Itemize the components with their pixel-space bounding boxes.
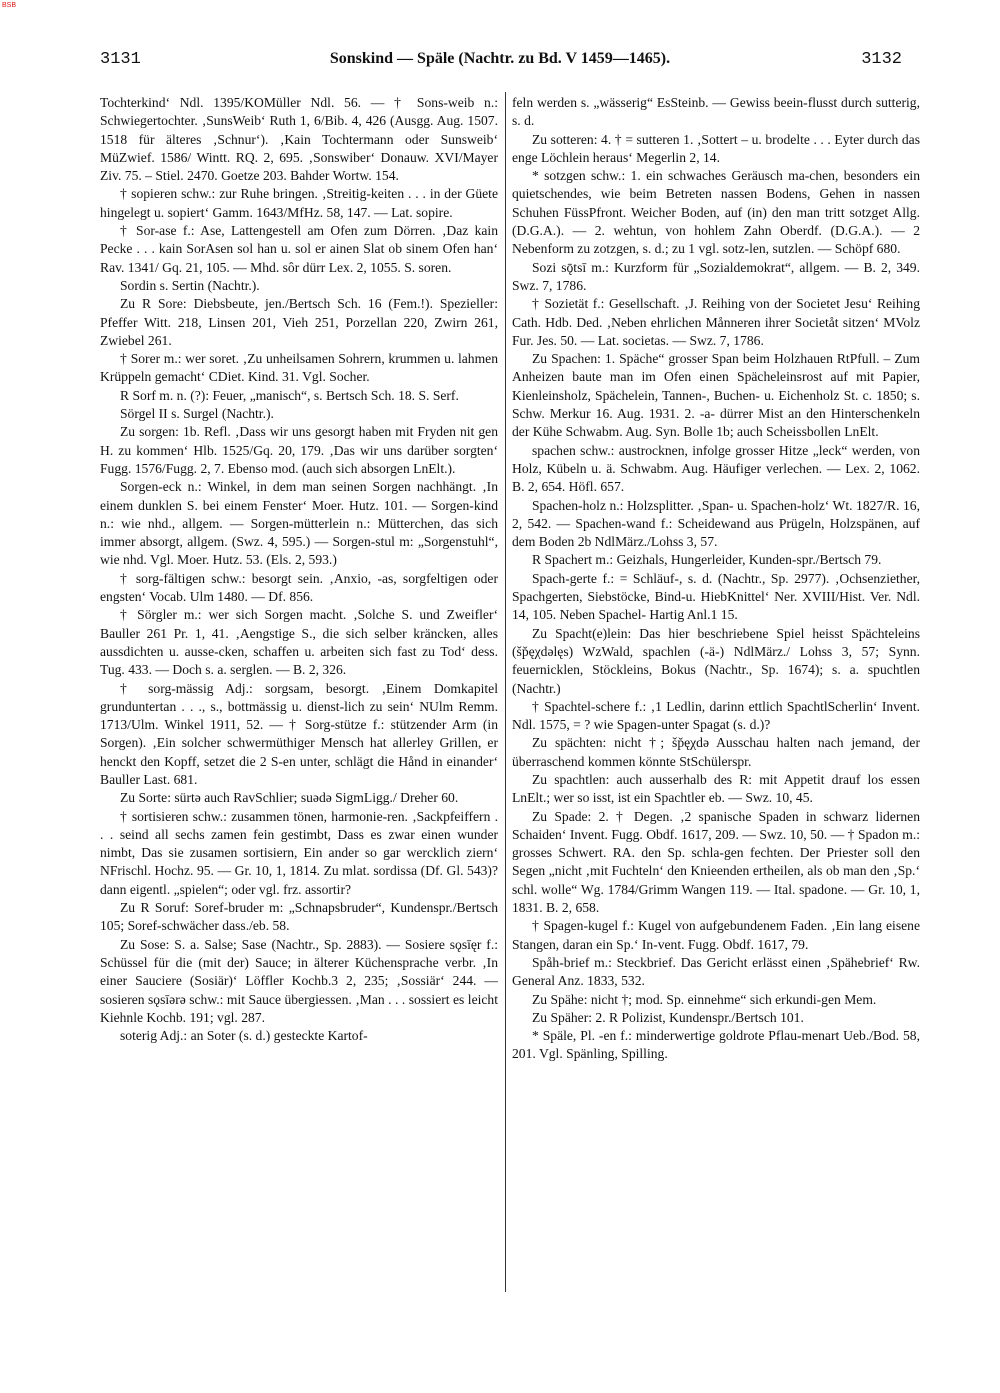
entry-paragraph: Zu R Sore: Diebsbeute, jen./Bertsch Sch. 16 (Fem.!). Spezieller: Pfeffer Witt. 218, Linsen 201, Vieh 251, Porzellan 220, Zwirn 261, Zwiebel 261. (100, 296, 498, 348)
entry-paragraph: Spachen-holz n.: Holzsplitter. ‚Span- u. Spachen-holz‘ Wt. 1827/R. 16, 2, 542. — Spachen-wand f.: Scheidewand aus Prügeln, Holzspänen, auf dem Boden 2b NdlMärz./Lohss 3, 57. (512, 497, 920, 550)
entry-paragraph: Zu Spachen: 1. Späche“ grosser Span beim Holzhauen RtPfull. – Zum Anheizen baute man im Ofen einen Spächeleinsrost auf mit Papier, Kienleinsholz, Spächelein, Tannen-, Buchen- u. Eichenholz St. c. 1850; s. Schw. Merkur 16. Aug. 1931. 2. -a- dürrer Mist an den Hinterschenkeln der Kühe Schwabm. Aug. Syn. Bolle 1b; auch Scheissbollen LnElt. (512, 351, 920, 440)
entry-paragraph: R Spachert m.: Geizhals, Hungerleider, Kunden-spr./Bertsch 79. (532, 552, 882, 568)
entry-paragraph: Zu spächten: nicht †; šp̌ęχdə Ausschau halten nach jemand, der überraschend kommen könnte StSchülerspr. (512, 735, 920, 769)
entry-paragraph: * sotzgen schw.: 1. ein schwaches Geräusch ma-chen, besonders ein quietschendes, wie beim Betreten nassen Bodens, Gehen in nassen Schuhen FüssPfront. Weicher Boden, auf (in) den man tritt sotzget Allg. (D.G.A.). — 2. wehtun, von hohlem Zahn Oberdf. (D.G.A.). — 2 Nebenform zu zotzgen, s. d.; zu 1 vgl. sotz-len, sutzlen. — Schöpf 680. (512, 168, 920, 257)
entry-paragraph: spachen schw.: austrocknen, infolge grosser Hitze „leck“ werden, von Holz, Kübeln u. ä. Schwabm. Aug. Häufiger verlechen. — Lex. 2, 1062. B. 2, 654. Höfl. 657. (512, 442, 920, 495)
entry-paragraph: † sorg-mässig Adj.: sorgsam, besorgt. ‚Einem Domkapitel grunduntertan . . ., s., bottmässig u. dienst-lich zu sein‘ NUlm Remm. 1713/Ulm. Winkel 1911, 52. — † Sorg-stütze f.: stützender Arm (in Sorgen). ‚Ein solcher schwermüthiger Mensch hat allerley Grillen, er henckt den Kopff, setzet die 2 S-en unter, schlägt die Hånd in einander‘ Bauller Last. 681. (100, 680, 498, 787)
entry-paragraph: Spach-gerte f.: = Schläuf-, s. d. (Nachtr., Sp. 2977). ‚Ochsenziether, Spachgerten, Siebstöcke, Bind-u. HiebKnittel‘ Ner. XVIII/Hist. Ver. Ndl. 14, 105. Neben Spachel- Hartig Anl.1 15. (512, 570, 920, 623)
entry-paragraph: Sordin s. Sertin (Nachtr.). (120, 277, 260, 293)
entry-paragraph: Zu Spade: 2. † Degen. ‚2 spanische Spaden in schwarz lidernen Schaiden‘ Invent. Fugg. Obdf. 1617, 209. — Swz. 10, 50. — † Spadon m.: grosses Schwert. RA. den Sp. schla-gen fechten. Der Priester soll den Segen „nicht ‚mit Fuchteln‘ den Knieenden ertheilen, als ob man den ‚Sp.‘ schl. wolle“ Wg. 1784/Grimm Wangen 119. — Ital. spadone. — Gr. 10, 1, 1831. B. 2, 658. (512, 808, 920, 916)
entry-paragraph: † sorg-fältigen schw.: besorgt sein. ‚Anxio, -as, sorgfeltigen oder engsten‘ Vocab. Ulm 1480. — Df. 856. (100, 570, 498, 605)
entry-paragraph: Sörgel II s. Surgel (Nachtr.). (120, 406, 274, 422)
entry-paragraph: Zu Sose: S. a. Salse; Sase (Nachtr., Sp. 2883). — Sosiere sǫsīęr f.: Schüssel für die (mit der) Sauce; in älterer Küchensprache verbr. ‚In einer Sauciere (Sosiär)‘ Löffler Kochb.3 2, 235; ‚Sossiär‘ 244. — sosieren sǫsīərə schw.: mit Sauce übergiessen. ‚Man . . . sossiert es leicht Kiehnle Kochb. 191; vgl. 287. (100, 936, 498, 1025)
entry-paragraph: soterig Adj.: an Soter (s. d.) gesteckte Kartof- (120, 1028, 368, 1044)
library-stamp: BSB (2, 2, 17, 9)
entry-paragraph: Zu sorgen: 1b. Refl. ‚Dass wir uns gesorgt haben mit Fryden nit gen H. zu kommen‘ Hlb. 1525/Gq. 20, 179. ‚Das wir uns darüber sorgten‘ Fugg. 1576/Fugg. 2, 7. Ebenso mod. (auch sich absorgen LnElt.). (100, 424, 498, 476)
column-divider (505, 92, 506, 1292)
entry-paragraph: Zu Sorte: sürtə auch RavSchlier; suədə SigmLigg./ Dreher 60. (120, 790, 459, 806)
entry-paragraph: Zu spachtlen: auch ausserhalb des R: mit Appetit drauf los essen LnElt.; wer so isst, ist ein Spachtler eb. — Swz. 10, 45. (512, 771, 920, 806)
page-number-left: 3131 (100, 50, 141, 69)
entry-paragraph: † Sorer m.: wer soret. ‚Zu unheilsamen Sohrern, krummen u. lahmen Krüppeln gemacht‘ CDiet. Kind. 31. Vgl. Socher. (100, 351, 498, 385)
entry-paragraph: † Sor-ase f.: Ase, Lattengestell am Ofen zum Dörren. ‚Daz kain Pecke . . . kain SorAsen sol han u. sol er ainen Slat ob sinem Ofen han‘ Rav. 1341/ Gq. 21, 105. — Mhd. sôr dürr Lex. 2, 1055. S. soren. (100, 223, 498, 275)
entry-paragraph: † sortisieren schw.: zusammen tönen, harmonie-ren. ‚Sackpfeiffern . . . seind all sechs zamen fein gestimbt, Dass es zwar einen wunder nimbt, Das sie zusamen sortisiern, Ein ander so gar wercklich ziern‘ NFrischl. Hochz. 95. — Gr. 10, 1, 1814. Zu mlat. sordissa (Df. Gl. 543)? dann eigentl. „spielen“; oder vgl. frz. assortir? (100, 808, 498, 897)
entry-paragraph: Zu sotteren: 4. † = sutteren 1. ‚Sottert – u. brodelte . . . Eyter durch das enge Löchlein heraus‘ Megerlin 2, 14. (512, 131, 920, 165)
page-number-right: 3132 (861, 50, 902, 69)
entry-paragraph: R Sorf m. n. (?): Feuer, „manisch“, s. Bertsch Sch. 18. S. Serf. (120, 387, 459, 403)
entry-paragraph: † Spagen-kugel f.: Kugel von aufgebundenem Faden. ‚Ein lang eisene Stangen, daran ein Sp.‘ In-vent. Fugg. Obdf. 1617, 79. (512, 918, 920, 952)
page-header (0, 46, 1000, 74)
running-title: Sonskind — Späle (Nachtr. zu Bd. V 1459—1465). (329, 50, 671, 67)
entry-paragraph: * Späle, Pl. -en f.: minderwertige goldrote Pflau-menart Ueb./Bod. 58, 201. Vgl. Spänling, Spilling. (512, 1028, 920, 1062)
entry-paragraph: Zu R Soruf: Soref-bruder m: „Schnapsbruder“, Kundenspr./Bertsch 105; Soref-schwächer dass./eb. 58. (100, 900, 498, 934)
entry-paragraph: Spåh-brief m.: Steckbrief. Das Gericht erlässt einen ‚Spähebrief‘ Rw. General Anz. 1833, 532. (512, 954, 920, 989)
entry-paragraph: † Spachtel-schere f.: ‚1 Ledlin, darinn ettlich SpachtlScherlin‘ Invent. Ndl. 1575, = ? wie Spagen-unter Spagat (s. d.)? (512, 698, 920, 733)
entry-paragraph: Sorgen-eck n.: Winkel, in dem man seinen Sorgen nachhängt. ‚In einem dunklen S. bei einem Fenster‘ Moer. Hutz. 101. — Sorgen-kind n.: wie nhd., allgem. — Sorgen-mütterlein n.: Mütterchen, das sich immer absorgt, allgem. (Swz. 4, 595.) — Sorgen-stul m: „Sorgenstuhl“, wie nhd. Vgl. Moer. Hutz. 53. (Els. 2, 593.) (100, 479, 498, 568)
entry-paragraph: feln werden s. „wässerig“ EsSteinb. — Gewiss beein-flusst durch sutterig, s. d. (512, 95, 920, 129)
entry-paragraph: † sopieren schw.: zur Ruhe bringen. ‚Streitig-keiten . . . in der Güete hingelegt u. sopiert‘ Gamm. 1643/MfHz. 58, 147. — Lat. sopire. (100, 186, 498, 220)
entry-paragraph: Zu Spähe: nicht †; mod. Sp. einnehme“ sich erkundi-gen Mem. (532, 991, 877, 1007)
entry-paragraph: † Sörgler m.: wer sich Sorgen macht. ‚Solche S. und Zweifler‘ Bauller 261 Pr. 1, 41. ‚Aengstige S., die sich selber kräncken, alles aussdichten u. ausse-cken, schaffen u. arbeiten sich fast zu Tod‘ dess. Tug. 433. — Doch s. a. serglen. — B. 2, 326. (100, 607, 498, 678)
left-column (100, 94, 498, 1375)
right-column (512, 94, 920, 1375)
entry-paragraph: Zu Späher: 2. R Polizist, Kundenspr./Bertsch 101. (532, 1009, 804, 1025)
entry-paragraph: Sozi sǭtsī m.: Kurzform für „Sozialdemokrat“, allgem. — B. 2, 349. Swz. 7, 1786. (512, 259, 920, 293)
entry-paragraph: Tochterkind‘ Ndl. 1395/KOMüller Ndl. 56. — † Sons-weib n.: Schwiegertochter. ‚SunsWeib‘ Ruth 1, 6/Bib. 4, 426 (Ausgg. Aug. 1507. 1518 für älteres ‚Schnur‘). ‚Kain Tochtermann oder Sunsweib‘ MüZwief. 1586/ Wintt. RQ. 2, 695. ‚Sonswiber‘ Donauw. XVI/Mayer Ziv. 75. – Stiel. 2470. Goetze 203. Bahder Wortw. 154. (100, 95, 498, 184)
entry-paragraph: † Sozietät f.: Gesellschaft. ‚J. Reihing von der Societet Jesu‘ Reihing Cath. Hdb. Ded. ‚Neben ehrlichen Månneren ihrer Societåt sitzen‘ MVolz Fur. Jes. 50. — Lat. societas. — Swz. 7, 1786. (512, 296, 920, 348)
entry-paragraph: Zu Spacht(e)lein: Das hier beschriebene Spiel heisst Spächteleins (šp̌ęχdəlęs) WzWald, spachlen (-ä-) NdlMärz./ Lohss 3, 57; Synn. feuernicklen, Stöckleins, Bokus (Nachtr., Sp. 1674); s. a. spuchtlen (Nachtr.) (512, 625, 920, 696)
